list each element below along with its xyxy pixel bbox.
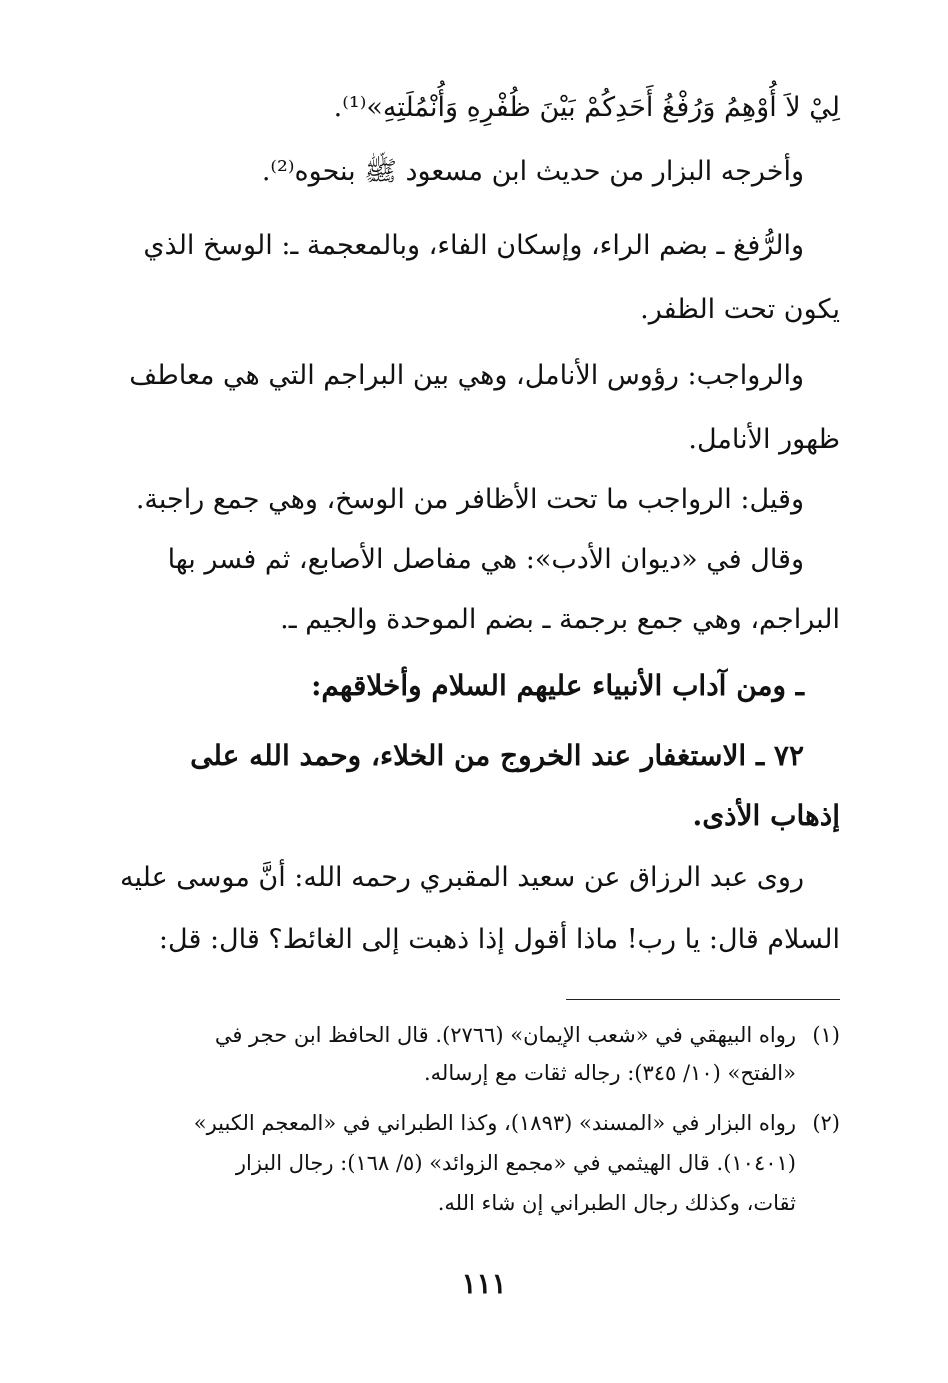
- footnote-text: رواه البزار في «المسند» (١٨٩٣)، وكذا الطبراني في «المعجم الكبير»: [193, 1111, 796, 1135]
- body-line-alternate-opinion: وقيل: الرواجب ما تحت الأظافر من الوسخ، وهي جمع راجبة.: [135, 484, 804, 515]
- section-heading: ـ ومن آداب الأنبياء عليهم السلام وأخلاقهم:: [311, 669, 804, 702]
- body-line-diwan-al-adab-cont: البراجم، وهي جمع برجمة ـ بضم الموحدة والجيم ـ.: [280, 604, 840, 635]
- body-line-rawajib-definition-cont: ظهور الأنامل.: [688, 424, 840, 455]
- body-line-hadith-end: لِيْ لاَ أُوْهِمُ وَرُفْغُ أَحَدِكُمْ بَيْنَ ظُفْرِهِ وَأُنْمُلَتِهِ»⁽¹⁾.: [333, 92, 840, 123]
- footnote-marker: (٢): [812, 1111, 840, 1135]
- body-line-bazzar: وأخرجه البزار من حديث ابن مسعود ﷺ بنحوه⁽²⁾.: [261, 156, 804, 187]
- footnote-1-cont: «الفتح» (١٠/ ٣٤٥): رجاله ثقات مع إرساله.: [423, 1061, 796, 1085]
- body-line-narration: روى عبد الرزاق عن سعيد المقبري رحمه الله: أنَّ موسى عليه: [120, 862, 804, 893]
- body-line-narration-cont: السلام قال: يا رب! ماذا أقول إذا ذهبت إلى الغائط؟ قال: قل:: [158, 924, 840, 955]
- body-line-rawajib-definition: والرواجب: رؤوس الأنامل، وهي بين البراجم التي هي معاطف: [129, 360, 804, 391]
- chapter-heading-72-cont: إذهاب الأذى.: [692, 799, 840, 832]
- footnote-marker: (١): [812, 1023, 840, 1047]
- footnote-text: رواه البيهقي في «شعب الإيمان» (٢٧٦٦). قال الحافظ ابن حجر في: [214, 1023, 796, 1047]
- body-line-rufgh-definition-cont: يكون تحت الظفر.: [640, 294, 840, 325]
- footnote-2-cont: ثقات، وكذلك رجال الطبراني إن شاء الله.: [437, 1191, 796, 1215]
- body-line-rufgh-definition: والرُّفغ ـ بضم الراء، وإسكان الفاء، وبالمعجمة ـ: الوسخ الذي: [143, 230, 804, 261]
- chapter-heading-72: ٧٢ ـ الاستغفار عند الخروج من الخلاء، وحمد الله على: [190, 739, 804, 772]
- footnote-2: [128, 1106, 840, 1140]
- body-line-diwan-al-adab: وقال في «ديوان الأدب»: هي مفاصل الأصابع، ثم فسر بها: [167, 544, 804, 575]
- footnote-1: [128, 1018, 840, 1052]
- footnote-2-cont: (١٠٤٠١). قال الهيثمي في «مجمع الزوائد» (٥/ ١٦٨): رجال البزار: [235, 1151, 796, 1175]
- footnote-separator: [566, 999, 840, 1000]
- book-page: [120, 88, 840, 1368]
- page-number: ١١١: [461, 1267, 507, 1300]
